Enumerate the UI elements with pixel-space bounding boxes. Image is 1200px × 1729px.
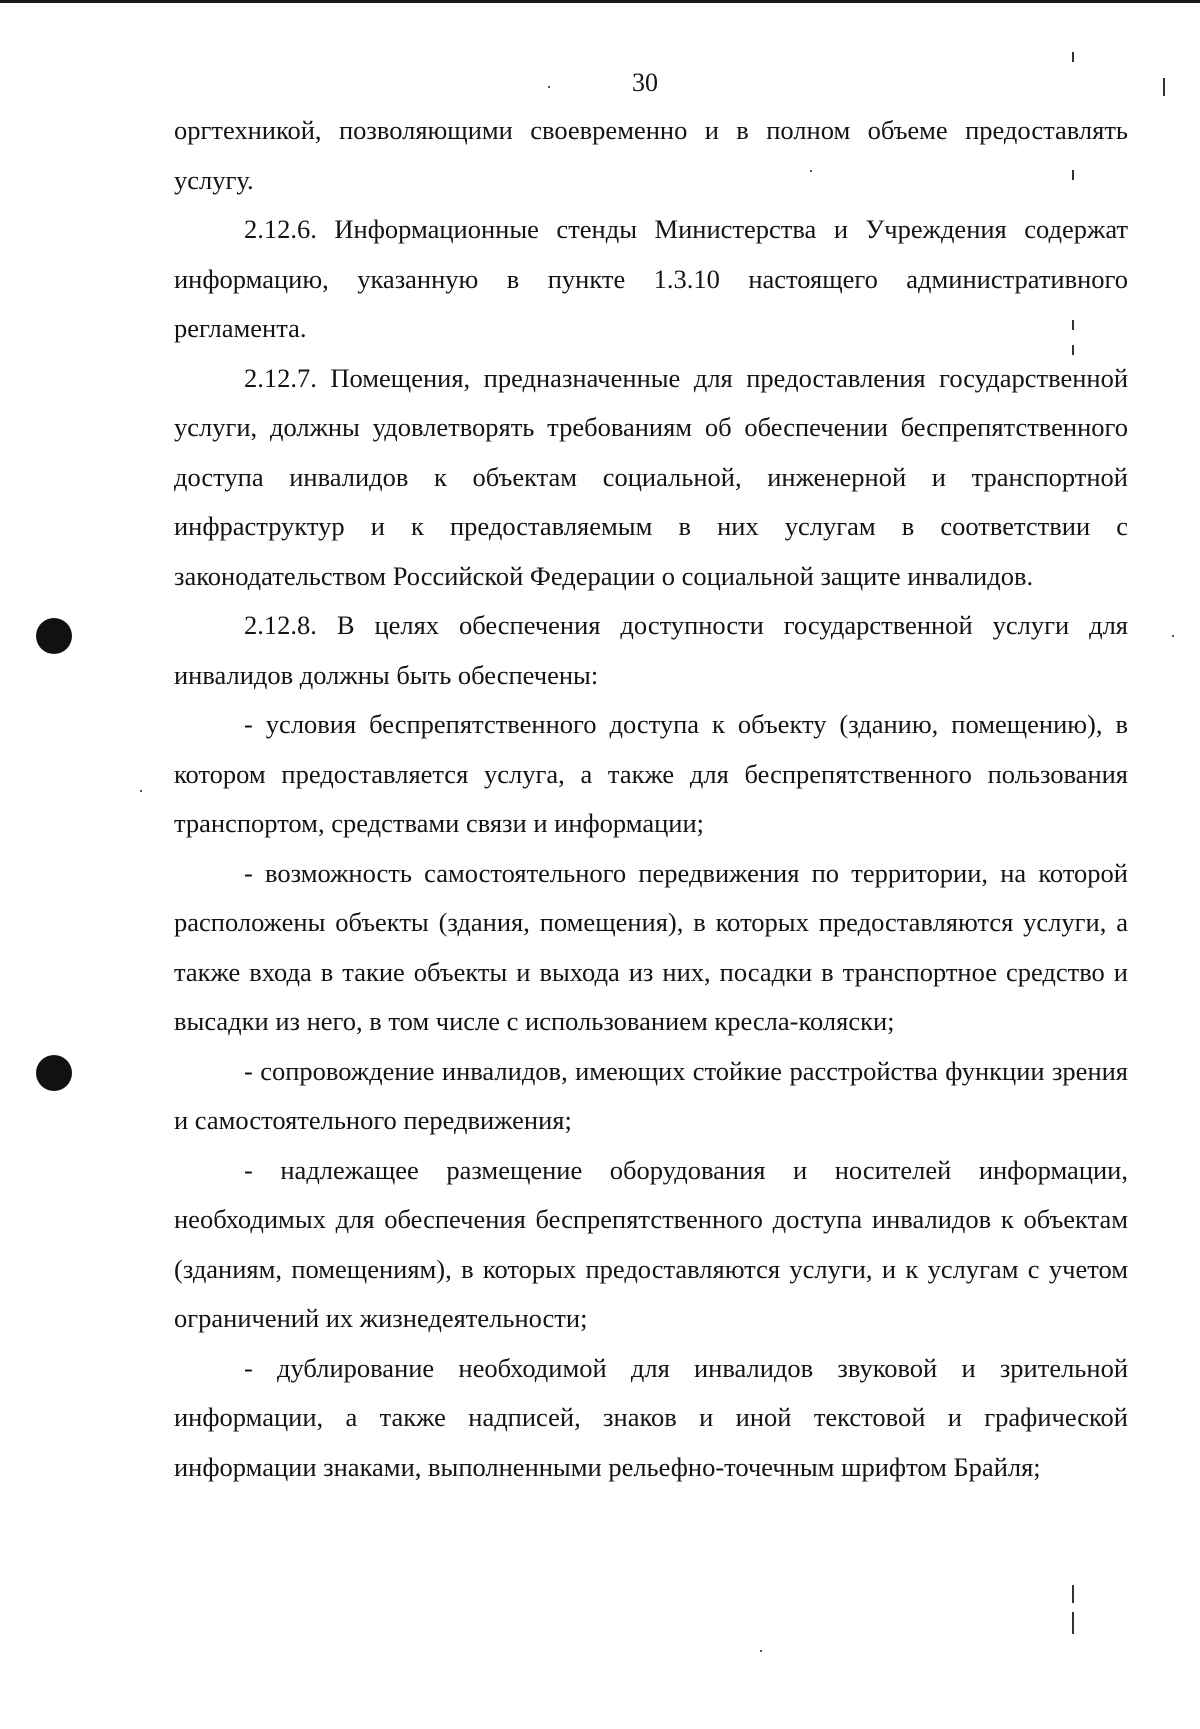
punch-hole-lower — [36, 1055, 72, 1091]
list-item-escort: - сопровождение инвалидов, имеющих стойкие расстройства функции зрения и самостоятельного передвижения; — [174, 1055, 1128, 1135]
scan-mark — [1072, 52, 1074, 62]
list-item-independent-movement: - возможность самостоятельного передвижения по территории, на которой расположены объекты (здания, помещения), в которых предоставляются услуги, а также входа в такие объекты и выхода из них, посадки в транспортное средство и высадки из него, в том числе с использованием кресла-коляски; — [174, 857, 1128, 1036]
list-item-access-conditions: - условия беспрепятственного доступа к объекту (зданию, помещению), в котором предоставляется услуга, а также для беспрепятственного пользования транспортом, средствами связи и информации; — [174, 709, 1128, 838]
scan-speck — [760, 1650, 762, 1652]
paragraph-2-12-7: 2.12.7. Помещения, предназначенные для предоставления государственной услуги, должны удовлетворять требованиям об обеспечении беспрепятственного доступа инвалидов к объектам социальной, инженерной и транспортной инфраструктур и к предоставляемым в них услугам в соответствии с законодательством Российской Федерации о социальной защите инвалидов. — [174, 362, 1128, 591]
scan-mark — [1072, 320, 1074, 330]
scan-mark — [1072, 1585, 1074, 1603]
paragraph-2-12-6: 2.12.6. Информационные стенды Министерства и Учреждения содержат информацию, указанную в пункте 1.3.10 настоящего административного регламента. — [174, 214, 1128, 343]
list-item-equipment-placement: - надлежащее размещение оборудования и носителей информации, необходимых для обеспечения беспрепятственного доступа инвалидов к объектам (зданиям, помещениям), в которых предоставляются услуги, и к услугам с учетом ограничений их жизнедеятельности; — [174, 1154, 1128, 1333]
page-number: 30 — [632, 68, 658, 97]
punch-hole-upper — [36, 618, 72, 654]
scan-mark — [1072, 345, 1074, 355]
document-body — [174, 106, 1128, 1492]
top-edge-line — [0, 0, 1200, 3]
scan-mark — [1072, 1612, 1074, 1634]
scan-speck — [140, 790, 142, 792]
paragraph-continuation: оргтехникой, позволяющими своевременно и в полном объеме предоставлять услугу. — [174, 115, 1128, 195]
scan-speck — [548, 86, 550, 88]
scan-speck — [810, 170, 812, 172]
scan-mark — [1163, 78, 1165, 96]
list-item-braille-duplication: - дублирование необходимой для инвалидов звуковой и зрительной информации, а также надписей, знаков и иной текстовой и графической информации знаками, выполненными рельефно-точечным шрифтом Брайля; — [174, 1352, 1128, 1482]
paragraph-2-12-8: 2.12.8. В целях обеспечения доступности государственной услуги для инвалидов должны быть обеспечены: — [174, 610, 1128, 690]
scan-speck — [1172, 635, 1174, 637]
scan-mark — [1072, 170, 1074, 180]
